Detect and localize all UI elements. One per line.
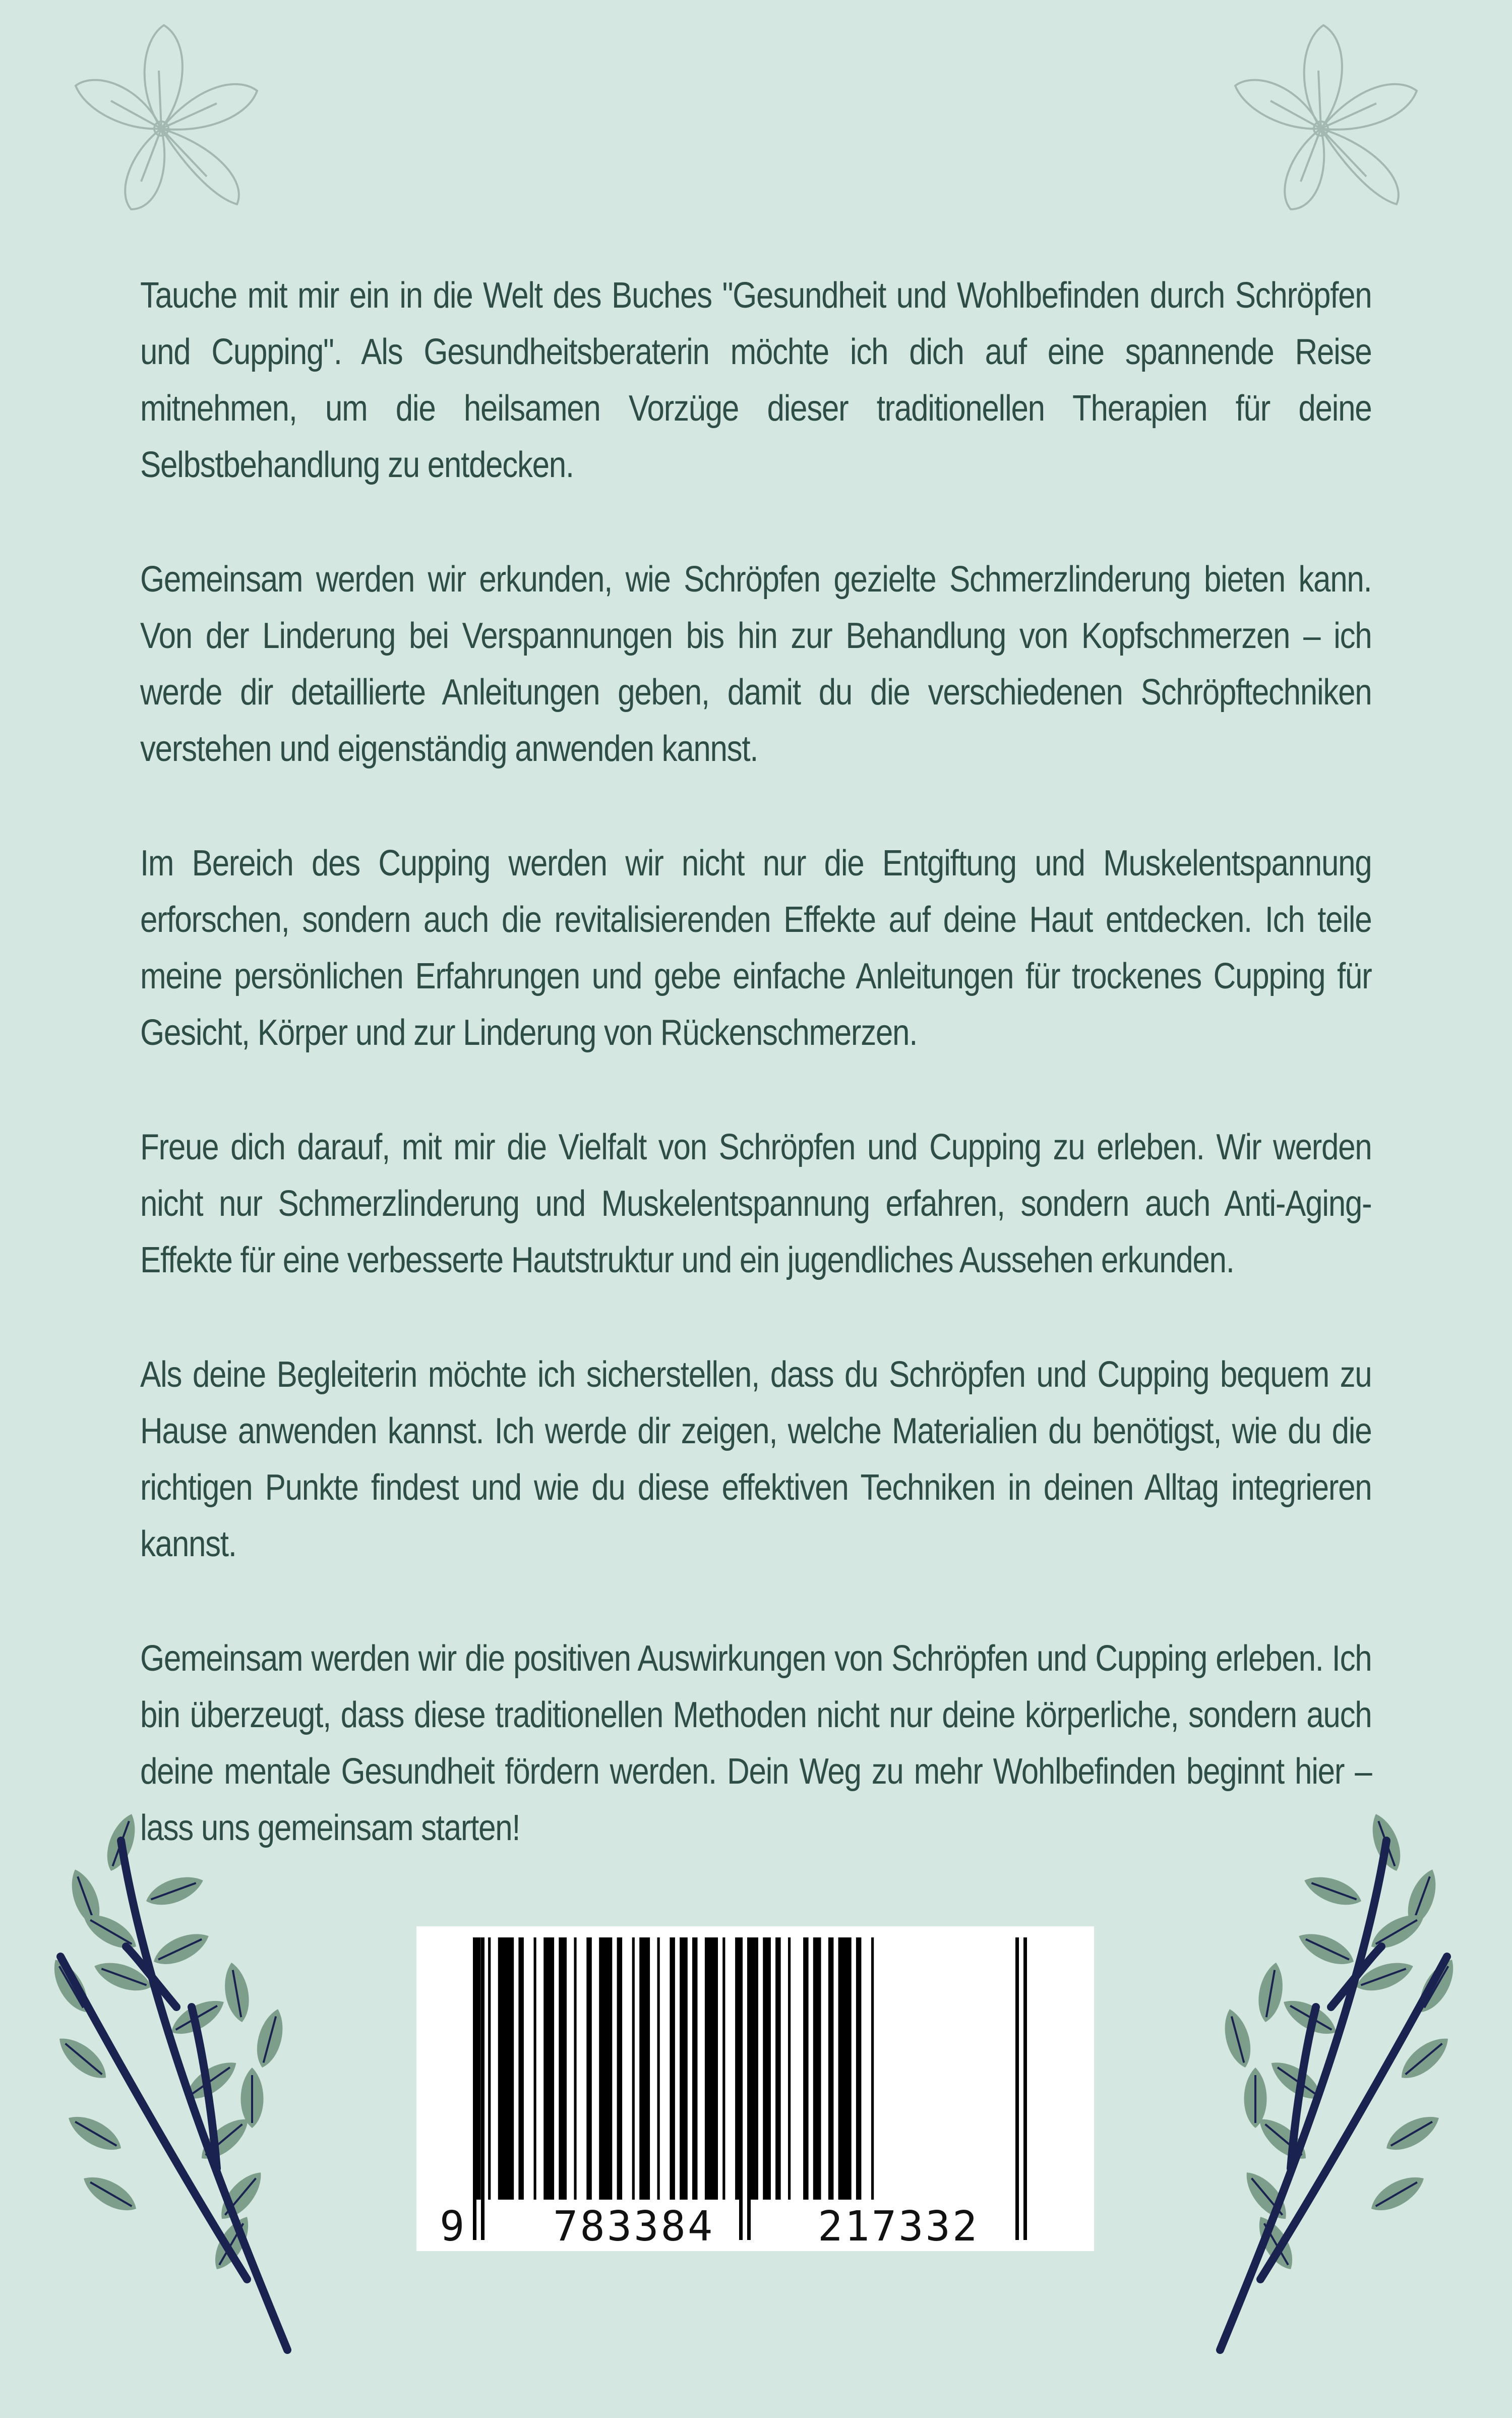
barcode-bar xyxy=(559,1937,567,2200)
barcode-bar xyxy=(763,1937,771,2200)
barcode-guard-bar xyxy=(739,1937,743,2240)
blurb-paragraph-3: Im Bereich des Cupping werden wir nicht nur die Entgiftung und Muskelentspannung erforschen, sondern auch die revitalisierenden Effekte auf deine Haut entdecken. Ich teile meine persönlichen Erfahrungen und gebe einfache Anleitungen für trockenes Cupping für Gesicht, Körper und zur Linderung von Rückenschmerzen. xyxy=(140,843,1372,1053)
blurb-paragraph-5: Als deine Begleiterin möchte ich sicherstellen, dass du Schröpfen und Cupping bequem zu Hause anwenden kannst. Ich werde dir zeigen, welche Materialien du benötigst, wie du die richtigen Punkte findest und wie du diese effektiven Techniken in deinen Alltag integrieren kannst. xyxy=(140,1354,1372,1564)
barcode-first-digit: 9 xyxy=(437,2203,467,2251)
barcode-bar xyxy=(775,1937,781,2200)
barcode-digits xyxy=(416,2203,1094,2251)
barcode-guard-bar xyxy=(1023,1937,1027,2240)
leaf-branch-icon xyxy=(1175,1795,1457,2370)
blurb-paragraph-6: Gemeinsam werden wir die positiven Auswirkungen von Schröpfen und Cupping erleben. Ich bin überzeugt, dass diese traditionellen Methoden nicht nur deine körperliche, sondern auch deine mentale Gesundheit fördern werden. Dein Weg zu mehr Wohlbefinden beginnt hier – lass uns gemeinsam starten! xyxy=(140,1638,1372,1848)
back-cover-blurb xyxy=(140,267,1371,1914)
barcode-bar xyxy=(639,1937,650,2200)
barcode-bar xyxy=(813,1937,821,2200)
barcode-bar xyxy=(722,1937,725,2200)
barcode-bar xyxy=(803,1937,809,2200)
barcode-bar xyxy=(498,1937,514,2200)
flower-outline-icon xyxy=(45,10,277,222)
barcode-bar xyxy=(617,1937,623,2200)
barcode-bar xyxy=(670,1937,675,2200)
barcode-guard-bar xyxy=(1015,1937,1019,2240)
barcode-bar xyxy=(599,1937,612,2200)
blurb-paragraph-4: Freue dich darauf, mit mir die Vielfalt von Schröpfen und Cupping zu erleben. Wir werden nicht nur Schmerzlinderung und Muskelentspannung erfahren, sondern auch Anti-Aging-Effekte für eine verbesserte Hautstruktur und ein jugendliches Aussehen erkunden. xyxy=(140,1127,1372,1280)
isbn-barcode xyxy=(416,1926,1094,2251)
blurb-paragraph-1: Tauche mit mir ein in die Welt des Buches "Gesundheit und Wohlbefinden durch Schröpfen und Cupping". Als Gesundheitsberaterin möchte ich dich auf eine spannende Reise mitnehmen, um die heilsamen Vorzüge dieser traditionellen Therapien für deine Selbstbehandlung zu entdecken. xyxy=(140,275,1372,485)
barcode-guard-bar xyxy=(473,1937,476,2240)
barcode-bar xyxy=(871,1937,874,2200)
barcode-bar xyxy=(828,1937,834,2200)
barcode-bar xyxy=(657,1937,660,2200)
barcode-bar xyxy=(788,1937,791,2200)
flower-outline-icon-left xyxy=(45,10,277,222)
barcode-bar xyxy=(705,1937,718,2200)
barcode-guard-bar xyxy=(481,1937,485,2240)
leaf-branch-icon xyxy=(50,1795,333,2370)
barcode-bar xyxy=(534,1937,536,2200)
barcode-bar xyxy=(518,1937,524,2200)
barcode-right-group: 217332 xyxy=(815,2203,982,2251)
barcode-bar xyxy=(680,1937,688,2200)
barcode-guard-bar xyxy=(747,1937,751,2240)
barcode-bar xyxy=(692,1937,698,2200)
flower-outline-icon-right xyxy=(1205,10,1437,222)
barcode-bar xyxy=(488,1937,491,2200)
flower-outline-icon xyxy=(1205,10,1437,222)
barcode-bar xyxy=(632,1937,635,2200)
barcode-bar xyxy=(574,1937,576,2200)
leaf-branch-icon-left xyxy=(50,1795,333,2370)
leaf-branch-icon-right xyxy=(1175,1795,1457,2370)
barcode-bar xyxy=(586,1937,592,2200)
barcode-bar xyxy=(838,1937,852,2200)
blurb-paragraph-2: Gemeinsam werden wir erkunden, wie Schröpfen gezielte Schmerzlinderung bieten kann. Von der Linderung bei Verspannungen bis hin zur Behandlung von Kopfschmerzen – ich werde dir detaillierte Anleitungen geben, damit du die verschiedenen Schröpftechniken verstehen und eigenständig anwenden kannst. xyxy=(140,559,1372,769)
barcode-bar xyxy=(543,1937,554,2200)
barcode-left-group: 783384 xyxy=(550,2203,717,2251)
barcode-bar xyxy=(856,1937,862,2200)
